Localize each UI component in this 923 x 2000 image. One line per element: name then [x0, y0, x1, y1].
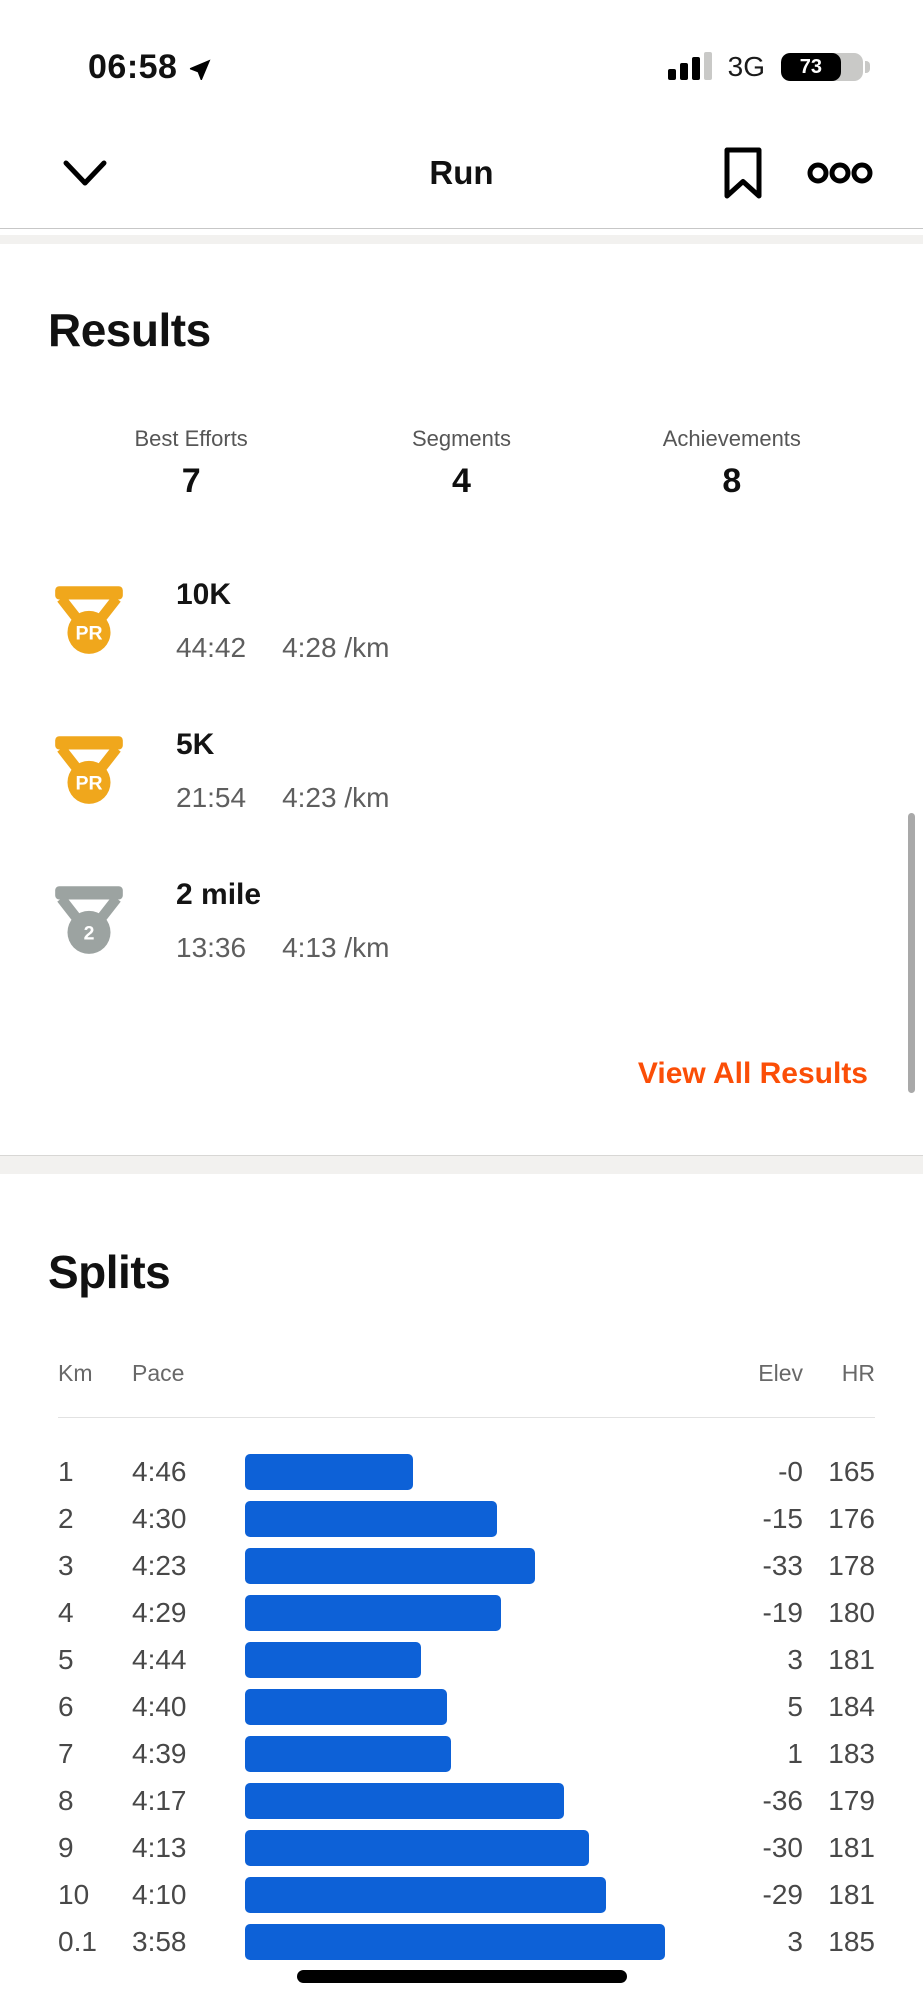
split-row: [58, 1683, 875, 1730]
split-km: 6: [58, 1690, 74, 1722]
split-pace: 4:39: [132, 1737, 187, 1769]
medal-icon: [48, 727, 130, 809]
split-row: [58, 1495, 875, 1542]
svg-text:PR: PR: [75, 772, 103, 795]
nav-divider: [0, 228, 923, 235]
split-pace-bar: [245, 1877, 606, 1913]
battery-fill: 73: [781, 53, 841, 81]
effort-pace: 4:13 /km: [282, 932, 390, 963]
split-km: 7: [58, 1737, 74, 1769]
home-indicator[interactable]: [297, 1970, 627, 1983]
col-header-km: Km: [58, 1360, 93, 1386]
svg-text:PR: PR: [75, 622, 103, 645]
collapse-button[interactable]: [62, 159, 108, 187]
split-elev: 3: [787, 1643, 803, 1675]
split-pace-bar: [245, 1642, 421, 1678]
split-elev: 5: [787, 1690, 803, 1722]
split-hr: 183: [828, 1737, 875, 1769]
split-elev: -30: [762, 1831, 803, 1863]
split-elev: -33: [762, 1549, 803, 1581]
split-pace-bar: [245, 1501, 497, 1537]
effort-pace: 4:23 /km: [282, 782, 390, 813]
split-row: [58, 1777, 875, 1824]
split-row: [58, 1448, 875, 1495]
effort-time: 44:42: [176, 632, 247, 663]
splits-table-body: [58, 1448, 875, 1965]
split-pace-bar: [245, 1783, 564, 1819]
best-effort-row[interactable]: [48, 577, 875, 665]
battery-icon: [781, 53, 870, 81]
split-elev: -19: [762, 1596, 803, 1628]
effort-text: [176, 577, 389, 665]
effort-text: [176, 877, 389, 965]
split-row: [58, 1824, 875, 1871]
split-elev: 1: [787, 1737, 803, 1769]
effort-pace: 4:28 /km: [282, 632, 390, 663]
page-title: Run: [429, 154, 494, 191]
results-section: [0, 306, 923, 1091]
effort-name: 2 mile: [176, 878, 262, 911]
battery-nub: [865, 61, 870, 73]
split-pace-bar: [245, 1830, 589, 1866]
best-effort-row[interactable]: [48, 727, 875, 815]
section-strip: [0, 235, 923, 244]
stat-label: Segments: [411, 426, 512, 451]
split-km: 9: [58, 1831, 74, 1863]
stat-label: Best Efforts: [134, 426, 248, 451]
split-elev: -0: [778, 1455, 803, 1487]
svg-text:2: 2: [83, 922, 95, 945]
col-header-elev: Elev: [758, 1360, 803, 1386]
best-efforts-list: [48, 577, 875, 965]
split-km: 0.1: [58, 1925, 97, 1957]
effort-stats: [176, 631, 389, 665]
medal-icon: [48, 577, 130, 659]
split-km: 5: [58, 1643, 74, 1675]
split-elev: -36: [762, 1784, 803, 1816]
split-km: 1: [58, 1455, 74, 1487]
split-elev: 3: [787, 1925, 803, 1957]
bookmark-icon: [721, 144, 765, 202]
split-row: [58, 1730, 875, 1777]
effort-name: 5K: [176, 728, 215, 761]
clock: 06:58: [88, 47, 178, 86]
col-header-pace: Pace: [132, 1360, 185, 1386]
split-hr: 176: [828, 1502, 875, 1534]
stat-value: 8: [722, 462, 742, 500]
stat-value: 4: [452, 462, 471, 500]
bookmark-button[interactable]: [721, 144, 765, 202]
split-hr: 181: [828, 1831, 875, 1863]
split-km: 10: [58, 1878, 90, 1910]
split-pace-bar: [245, 1736, 451, 1772]
splits-section: [0, 1248, 923, 1965]
split-pace: 4:17: [132, 1784, 187, 1816]
status-left: [88, 48, 216, 87]
split-hr: 181: [828, 1878, 875, 1910]
three-dots-icon: [807, 160, 873, 186]
best-effort-row[interactable]: [48, 877, 875, 965]
split-hr: 185: [828, 1925, 875, 1957]
split-pace: 4:46: [132, 1455, 187, 1487]
effort-time: 21:54: [176, 782, 247, 813]
stat-value: 7: [181, 462, 201, 500]
split-hr: 184: [828, 1690, 875, 1722]
split-hr: 180: [828, 1596, 875, 1628]
location-arrow-icon: [189, 54, 216, 81]
split-pace: 4:10: [132, 1878, 187, 1910]
split-hr: 181: [828, 1643, 875, 1675]
splits-table-header: [58, 1360, 875, 1418]
stat-tile: [597, 426, 867, 501]
cell-signal-icon: [668, 53, 712, 81]
split-hr: 178: [828, 1549, 875, 1581]
status-right: [668, 51, 870, 83]
split-pace-bar: [245, 1924, 665, 1960]
col-header-hr: HR: [841, 1360, 875, 1386]
split-pace-bar: [245, 1595, 501, 1631]
split-elev: -29: [762, 1878, 803, 1910]
nav-bar: [0, 104, 923, 228]
split-row: [58, 1589, 875, 1636]
split-km: 4: [58, 1596, 74, 1628]
split-pace-bar: [245, 1454, 413, 1490]
split-km: 2: [58, 1502, 74, 1534]
effort-stats: [176, 931, 389, 965]
effort-text: [176, 727, 389, 815]
split-km: 3: [58, 1549, 74, 1581]
split-pace: 3:58: [132, 1925, 187, 1957]
split-hr: 165: [828, 1455, 875, 1487]
split-km: 8: [58, 1784, 74, 1816]
scrollbar-thumb[interactable]: [908, 813, 915, 1093]
view-all-results-link[interactable]: View All Results: [637, 1057, 868, 1090]
spacer: [0, 1091, 923, 1155]
split-pace-bar: [245, 1548, 535, 1584]
split-pace: 4:23: [132, 1549, 187, 1581]
split-pace: 4:13: [132, 1831, 187, 1863]
split-row: [58, 1918, 875, 1965]
splits-divider-strip: [0, 1156, 923, 1174]
stat-label: Achievements: [662, 426, 801, 451]
split-pace: 4:44: [132, 1643, 187, 1675]
medal-icon: [48, 877, 130, 959]
effort-name: 10K: [176, 578, 232, 611]
overflow-menu-button[interactable]: [807, 160, 873, 186]
results-stats: [48, 426, 875, 501]
split-row: [58, 1871, 875, 1918]
stat-tile: [56, 426, 326, 501]
stat-tile: [326, 426, 596, 501]
split-elev: -15: [762, 1502, 803, 1534]
split-pace-bar: [245, 1689, 447, 1725]
split-pace: 4:29: [132, 1596, 187, 1628]
effort-stats: [176, 781, 389, 815]
splits-table: [58, 1360, 875, 1965]
splits-heading: Splits: [48, 1246, 171, 1298]
effort-time: 13:36: [176, 932, 247, 963]
split-pace: 4:30: [132, 1502, 187, 1534]
network-type: 3G: [727, 51, 765, 82]
results-heading: Results: [48, 304, 211, 356]
chevron-down-icon: [62, 159, 108, 187]
status-bar: [0, 0, 923, 104]
split-row: [58, 1636, 875, 1683]
split-pace: 4:40: [132, 1690, 187, 1722]
split-hr: 179: [828, 1784, 875, 1816]
split-row: [58, 1542, 875, 1589]
